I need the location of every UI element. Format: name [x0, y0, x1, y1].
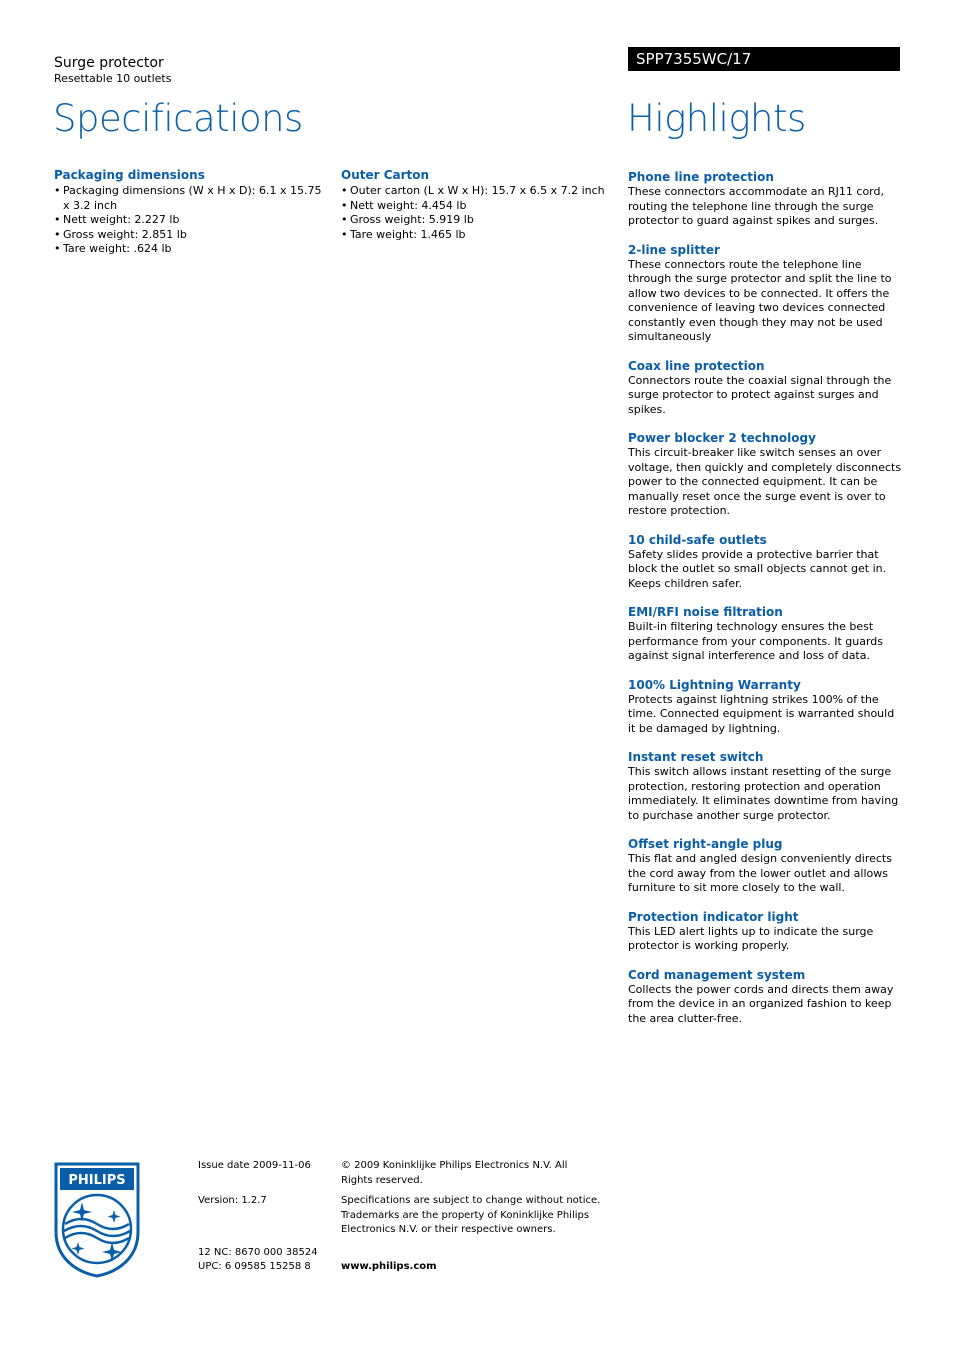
highlight-item: [628, 431, 903, 519]
highlight-heading: Phone line protection: [628, 170, 774, 184]
spec-item: • Tare weight: .624 lb: [54, 242, 324, 257]
highlight-item: [628, 359, 903, 418]
outer-carton-heading: Outer Carton: [341, 168, 430, 182]
highlight-heading: EMI/RFI noise filtration: [628, 605, 783, 619]
highlight-text: This switch allows instant resetting of the surge protection, restoring protection and operation immediately. It eliminates downtime from having to purchase another surge protector.: [628, 765, 899, 822]
highlight-text: This LED alert lights up to indicate the surge protector is working properly.: [628, 924, 874, 952]
highlight-item: [628, 837, 903, 896]
highlight-text: These connectors accommodate an RJ11 cord, routing the telephone line through the surge protector to guard against spikes and surges.: [628, 185, 884, 227]
highlight-item: [628, 605, 903, 664]
outer-carton-section: [341, 168, 611, 242]
spec-item: • Packaging dimensions (W x H x D): 6.1 x 15.75 x 3.2 inch: [54, 184, 324, 213]
product-title: Surge protector: [54, 55, 164, 71]
specifications-title: Specifications: [53, 97, 303, 140]
spec-item: • Gross weight: 5.919 lb: [341, 213, 611, 228]
outer-carton-list: [341, 184, 611, 242]
highlight-text: This flat and angled design conveniently directs the cord away from the lower outlet and allows furniture to sit more closely to the wall.: [628, 852, 892, 894]
highlight-item: [628, 910, 903, 954]
spec-item: • Nett weight: 2.227 lb: [54, 213, 324, 228]
highlight-heading: 10 child-safe outlets: [628, 532, 767, 547]
product-subtitle: Resettable 10 outlets: [54, 72, 172, 85]
packaging-dimensions-list: [54, 184, 324, 257]
spec-item: • Outer carton (L x W x H): 15.7 x 6.5 x 7.2 inch: [341, 184, 611, 199]
highlight-item: [628, 678, 903, 737]
highlight-item: [628, 968, 903, 1027]
issue-date: Issue date 2009-11-06: [198, 1160, 311, 1171]
highlight-heading: Power blocker 2 technology: [628, 431, 816, 445]
highlight-text: Built-in filtering technology ensures the best performance from your components. It guards against signal interference and loss of data.: [628, 620, 884, 662]
highlights-title: Highlights: [627, 97, 806, 140]
highlight-item: [628, 170, 903, 229]
spec-item: • Gross weight: 2.851 lb: [54, 228, 324, 243]
highlight-heading: 100% Lightning Warranty: [628, 677, 801, 692]
highlights-list: [628, 170, 903, 1040]
highlight-heading: Cord management system: [628, 967, 806, 982]
highlight-item: [628, 533, 903, 592]
highlight-heading: Coax line protection: [628, 358, 765, 373]
highlight-item: [628, 750, 903, 823]
highlight-item: [628, 243, 903, 345]
nc-code: 12 NC: 8670 000 38524: [198, 1247, 318, 1258]
highlight-text: Safety slides provide a protective barrier that block the outlet so small objects cannot get in. Keeps children safer.: [628, 547, 887, 590]
copyright: © 2009 Koninklijke Philips Electronics N.V. All Rights reserved.: [341, 1160, 568, 1186]
upc-code: UPC: 6 09585 15258 8: [198, 1261, 311, 1272]
highlight-heading: Offset right-angle plug: [628, 837, 783, 851]
model-number-badge: SPP7355WC/17: [628, 47, 900, 71]
highlight-text: These connectors route the telephone line through the surge protector and split the line to allow two devices to be connected. It offers the convenience of leaving two devices connected constantly even though they may not be used simultaneously: [628, 257, 892, 343]
highlight-heading: Protection indicator light: [628, 909, 799, 924]
packaging-dimensions-heading: Packaging dimensions: [54, 168, 205, 182]
highlight-text: Connectors route the coaxial signal through the surge protector to protect against surges and spikes.: [628, 373, 892, 416]
highlight-text: This circuit-breaker like switch senses an over voltage, then quickly and completely disconnects power to the connected equipment. It can be manually reset once the surge event is over to restore protection.: [628, 446, 902, 517]
spec-item: • Nett weight: 4.454 lb: [341, 199, 611, 214]
highlight-heading: 2-line splitter: [628, 242, 720, 257]
packaging-dimensions-section: [54, 168, 324, 257]
philips-shield-logo: [54, 1162, 140, 1278]
highlight-heading: Instant reset switch: [628, 750, 764, 764]
website-link[interactable]: www.philips.com: [341, 1261, 437, 1272]
disclaimer: Specifications are subject to change without notice. Trademarks are the property of Koninklijke Philips Electronics N.V. or their respective owners.: [341, 1195, 601, 1235]
version: Version: 1.2.7: [198, 1195, 267, 1206]
spec-item: • Tare weight: 1.465 lb: [341, 228, 611, 243]
highlight-text: Collects the power cords and directs them away from the device in an organized fashion to keep the area clutter-free.: [628, 982, 894, 1025]
highlight-text: Protects against lightning strikes 100% of the time. Connected equipment is warranted should it be damaged by lightning.: [628, 692, 895, 735]
logo-wordmark: PHILIPS: [68, 1173, 126, 1188]
